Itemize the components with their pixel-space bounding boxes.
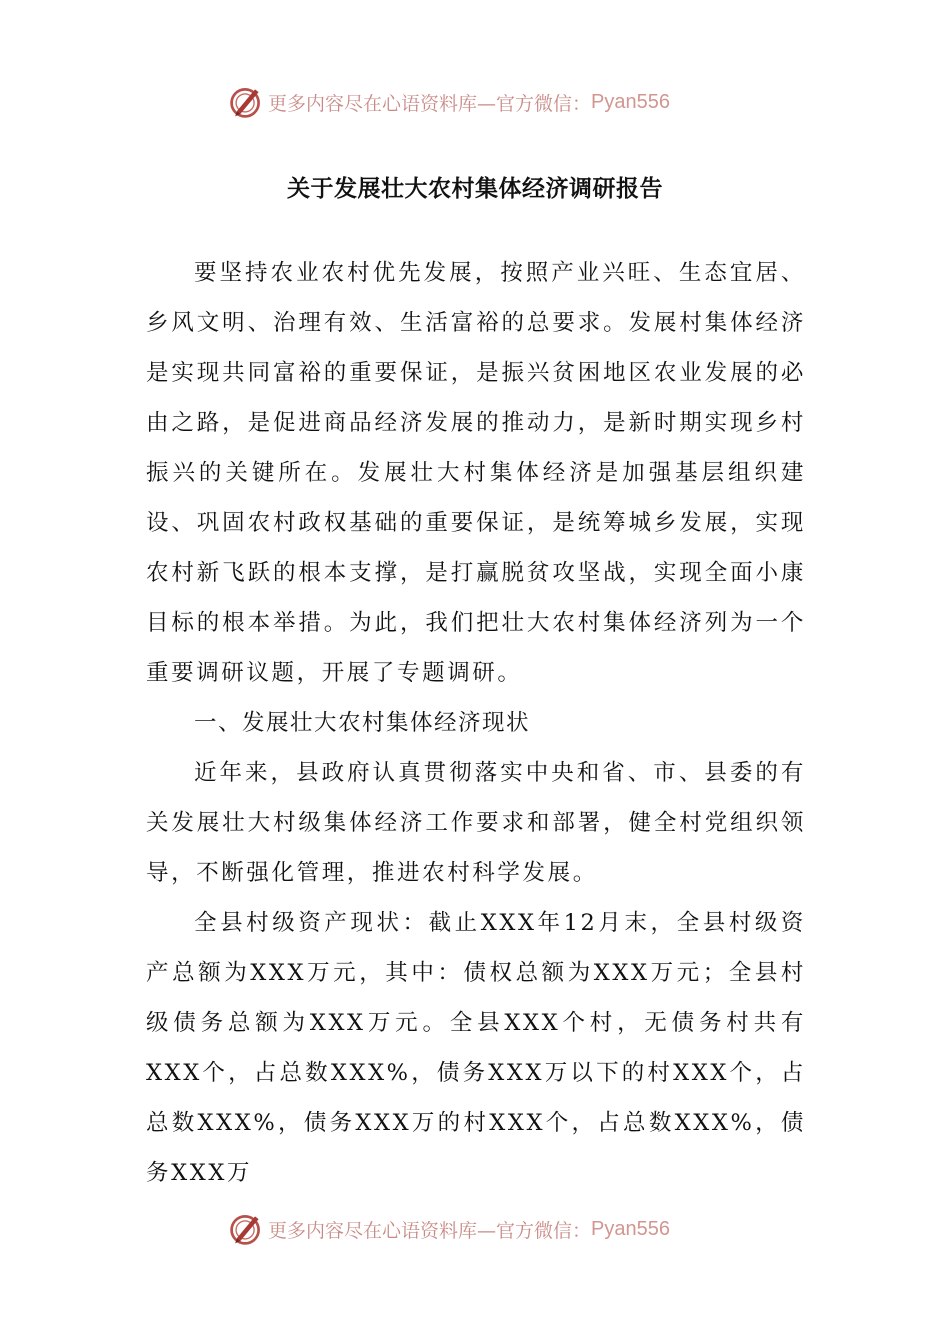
watermark-text: 更多内容尽在心语资料库—官方微信： — [268, 92, 592, 115]
section-heading: 一、发展壮大农村集体经济现状 — [194, 710, 531, 736]
watermark-text: 更多内容尽在心语资料库—官方微信： — [268, 1219, 592, 1242]
pen-logo-icon — [228, 1211, 264, 1247]
intro-paragraph: 要坚持农业农村优先发展，按照产业兴旺、生态宜居、乡风文明、治理有效、生活富裕的总要求。发展村集体经济是实现共同富裕的重要保证，是振兴贫困地区农业发展的必由之路，是促进商品经济发展的推动力，是新时期实现乡村振兴的关键所在。发展壮大村集体经济是加强基层组织建设、巩固农村政权基础的重要保证，是统筹城乡发展，实现农村新飞跃的根本支撑，是打赢脱贫攻坚战，实现全面小康目标的根本举措。为此，我们把壮大农村集体经济列为一个重要调研议题，开展了专题调研。 — [146, 260, 806, 686]
watermark-brand: Pyan556 — [591, 1217, 670, 1240]
document-body — [146, 248, 806, 1198]
section-paragraph: 近年来，县政府认真贯彻落实中央和省、市、县委的有关发展壮大村级集体经济工作要求和部署，健全村党组织领导，不断强化管理，推进农村科学发展。 — [146, 760, 806, 886]
watermark-brand: Pyan556 — [591, 90, 670, 113]
pen-logo-icon — [228, 84, 264, 120]
document-title: 关于发展壮大农村集体经济调研报告 — [287, 175, 663, 202]
section-paragraph: 全县村级资产现状：截止XXX年12月末，全县村级资产总额为XXX万元，其中：债权总额为XXX万元；全县村级债务总额为XXX万元。全县XXX个村，无债务村共有XXX个，占总数XXX%，债务XXX万以下的村XXX个，占总数XXX%，债务XXX万的村XXX个，占总数XXX%，债务XXX万 — [146, 910, 806, 1186]
footer-watermark — [228, 1209, 670, 1249]
header-watermark — [228, 82, 670, 122]
